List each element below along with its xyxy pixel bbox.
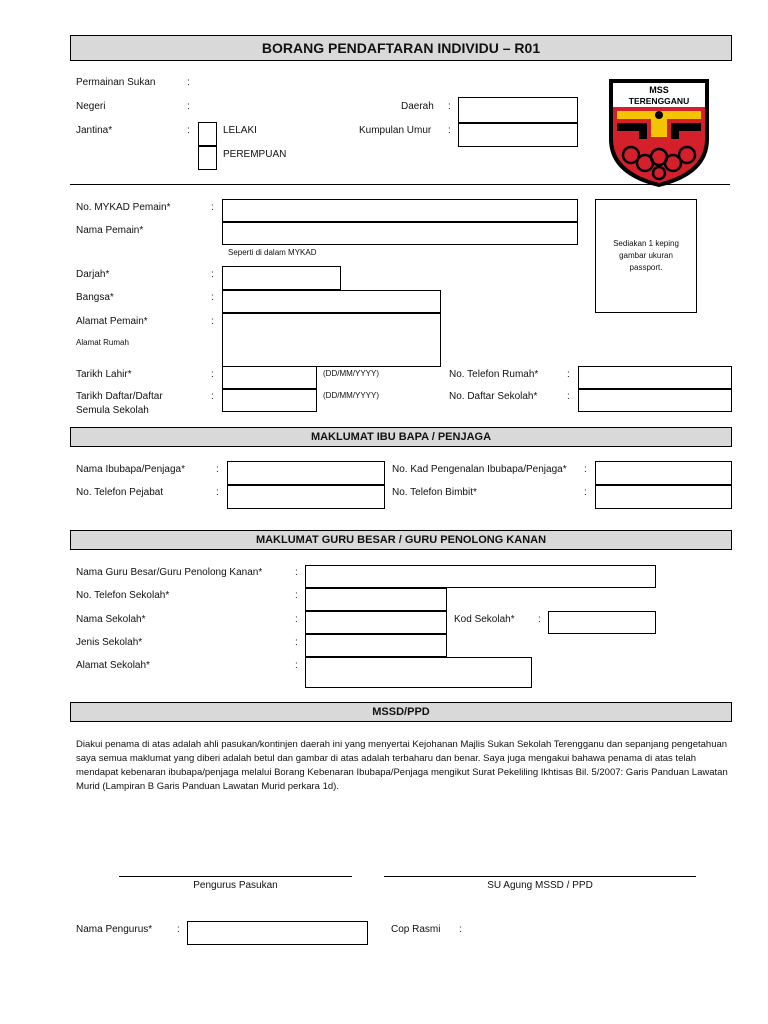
label-negeri: Negeri	[76, 101, 106, 112]
signature-line-su-agung	[384, 876, 696, 877]
colon: :	[211, 369, 214, 380]
label-permainan-sukan: Permainan Sukan	[76, 77, 156, 88]
declaration-text: Diakui penama di atas adalah ahli pasukan/kontinjen daerah ini yang menyertai Kejohanan Majlis Sukan Sekolah Terengganu dan sepanjang pengetahuan saya semua maklumat yang diberi adalah betul dan gambar di atas adalah terbaharu dan benar. Saya juga mengakui bahawa penama di atas telah mendapat kebenaran ibubapa/penjaga melalui Borang Kebenaran Ibubapa/Penjaga mengikut Surat Pekeliling Ikhtisas Bil. 5/2007: Garis Panduan Lawatan Murid (Lampiran B Garis Panduan Lawatan Murid perkara 1d).	[76, 739, 728, 792]
tel-bimbit-field[interactable]	[595, 485, 732, 509]
section-header-mssd: MSSD/PPD	[70, 702, 732, 722]
signature-line-pengurus	[119, 876, 352, 877]
label-daftar-sekolah: No. Daftar Sekolah*	[449, 391, 538, 402]
label-tarikh-daftar-2: Semula Sekolah	[76, 405, 149, 416]
colon: :	[216, 487, 219, 498]
label-nama-guru: Nama Guru Besar/Guru Penolong Kanan*	[76, 567, 263, 578]
colon: :	[567, 369, 570, 380]
tel-sekolah-field[interactable]	[305, 588, 447, 611]
tel-rumah-field[interactable]	[578, 366, 732, 389]
jenis-sekolah-field[interactable]	[305, 634, 447, 657]
label-nama-ibubapa: Nama Ibubapa/Penjaga*	[76, 464, 185, 475]
colon: :	[216, 464, 219, 475]
nama-pengurus-field[interactable]	[187, 921, 368, 945]
colon: :	[538, 614, 541, 625]
colon: :	[211, 292, 214, 303]
label-perempuan: PEREMPUAN	[223, 149, 287, 160]
photo-box[interactable]	[595, 199, 697, 313]
colon: :	[187, 101, 190, 112]
photo-note: Sediakan 1 keping gambar ukuran passport.	[613, 239, 679, 272]
label-alamat-rumah: Alamat Rumah	[76, 338, 129, 347]
label-tel-rumah: No. Telefon Rumah*	[449, 369, 539, 380]
section-header-parent: MAKLUMAT IBU BAPA / PENJAGA	[70, 427, 732, 447]
colon: :	[567, 391, 570, 402]
mss-terengganu-logo	[607, 77, 711, 189]
logo-line2: TERENGGANU	[628, 96, 690, 106]
label-jenis-sekolah: Jenis Sekolah*	[76, 637, 143, 648]
date-format-hint: (DD/MM/YYYY)	[323, 391, 379, 400]
label-daerah: Daerah	[401, 101, 434, 112]
label-nama-sekolah: Nama Sekolah*	[76, 614, 146, 625]
label-nama-pemain: Nama Pemain*	[76, 225, 144, 236]
label-tel-pejabat: No. Telefon Pejabat	[76, 487, 164, 498]
mykad-field[interactable]	[222, 199, 578, 222]
label-tarikh-daftar: Tarikh Daftar/Daftar	[76, 391, 163, 402]
colon: :	[295, 660, 298, 671]
bangsa-field[interactable]	[222, 290, 441, 313]
daftar-sekolah-field[interactable]	[578, 389, 732, 412]
colon: :	[211, 269, 214, 280]
label-cop-rasmi: Cop Rasmi	[391, 924, 441, 935]
label-nama-pengurus: Nama Pengurus*	[76, 924, 153, 935]
kumpulan-umur-field[interactable]	[458, 123, 578, 147]
darjah-field[interactable]	[222, 266, 341, 290]
label-mykad: No. MYKAD Pemain*	[76, 202, 171, 213]
colon: :	[584, 464, 587, 475]
colon: :	[295, 637, 298, 648]
checkbox-perempuan[interactable]	[198, 146, 217, 170]
label-kad-pengenalan: No. Kad Pengenalan Ibubapa/Penjaga*	[392, 464, 567, 475]
label-tarikh-lahir: Tarikh Lahir*	[76, 369, 132, 380]
label-pengurus-pasukan: Pengurus Pasukan	[193, 880, 278, 891]
label-su-agung: SU Agung MSSD / PPD	[487, 880, 593, 891]
colon: :	[211, 391, 214, 402]
section-header-head: MAKLUMAT GURU BESAR / GURU PENOLONG KANAN	[70, 530, 732, 550]
nama-guru-field[interactable]	[305, 565, 656, 588]
label-alamat-pemain: Alamat Pemain*	[76, 316, 148, 327]
divider	[70, 184, 730, 185]
colon: :	[295, 614, 298, 625]
label-lelaki: LELAKI	[223, 125, 257, 136]
alamat-sekolah-field[interactable]	[305, 657, 532, 688]
colon: :	[187, 125, 190, 136]
colon: :	[211, 316, 214, 327]
daerah-field[interactable]	[458, 97, 578, 123]
colon: :	[211, 202, 214, 213]
label-alamat-sekolah: Alamat Sekolah*	[76, 660, 150, 671]
tarikh-lahir-field[interactable]	[222, 366, 317, 389]
label-kod-sekolah: Kod Sekolah*	[454, 614, 515, 625]
colon: :	[448, 101, 451, 112]
date-format-hint: (DD/MM/YYYY)	[323, 369, 379, 378]
colon: :	[295, 567, 298, 578]
nama-sekolah-field[interactable]	[305, 611, 447, 634]
nama-pemain-field[interactable]	[222, 222, 578, 245]
colon: :	[187, 77, 190, 88]
tel-pejabat-field[interactable]	[227, 485, 385, 509]
kad-pengenalan-field[interactable]	[595, 461, 732, 485]
label-jantina: Jantina*	[76, 125, 113, 136]
note-mykad: Seperti di dalam MYKAD	[228, 248, 317, 257]
label-darjah: Darjah*	[76, 269, 110, 280]
nama-ibubapa-field[interactable]	[227, 461, 385, 485]
kod-sekolah-field[interactable]	[548, 611, 656, 634]
colon: :	[584, 487, 587, 498]
colon: :	[295, 590, 298, 601]
logo-line1: MSS	[649, 85, 669, 95]
label-tel-bimbit: No. Telefon Bimbit*	[392, 487, 477, 498]
tarikh-daftar-field[interactable]	[222, 389, 317, 412]
colon: :	[459, 924, 462, 935]
label-kumpulan-umur: Kumpulan Umur	[359, 125, 432, 136]
alamat-pemain-field[interactable]	[222, 313, 441, 367]
label-tel-sekolah: No. Telefon Sekolah*	[76, 590, 170, 601]
checkbox-lelaki[interactable]	[198, 122, 217, 146]
label-bangsa: Bangsa*	[76, 292, 114, 303]
colon: :	[177, 924, 180, 935]
form-title: BORANG PENDAFTARAN INDIVIDU – R01	[70, 35, 732, 61]
colon: :	[448, 125, 451, 136]
